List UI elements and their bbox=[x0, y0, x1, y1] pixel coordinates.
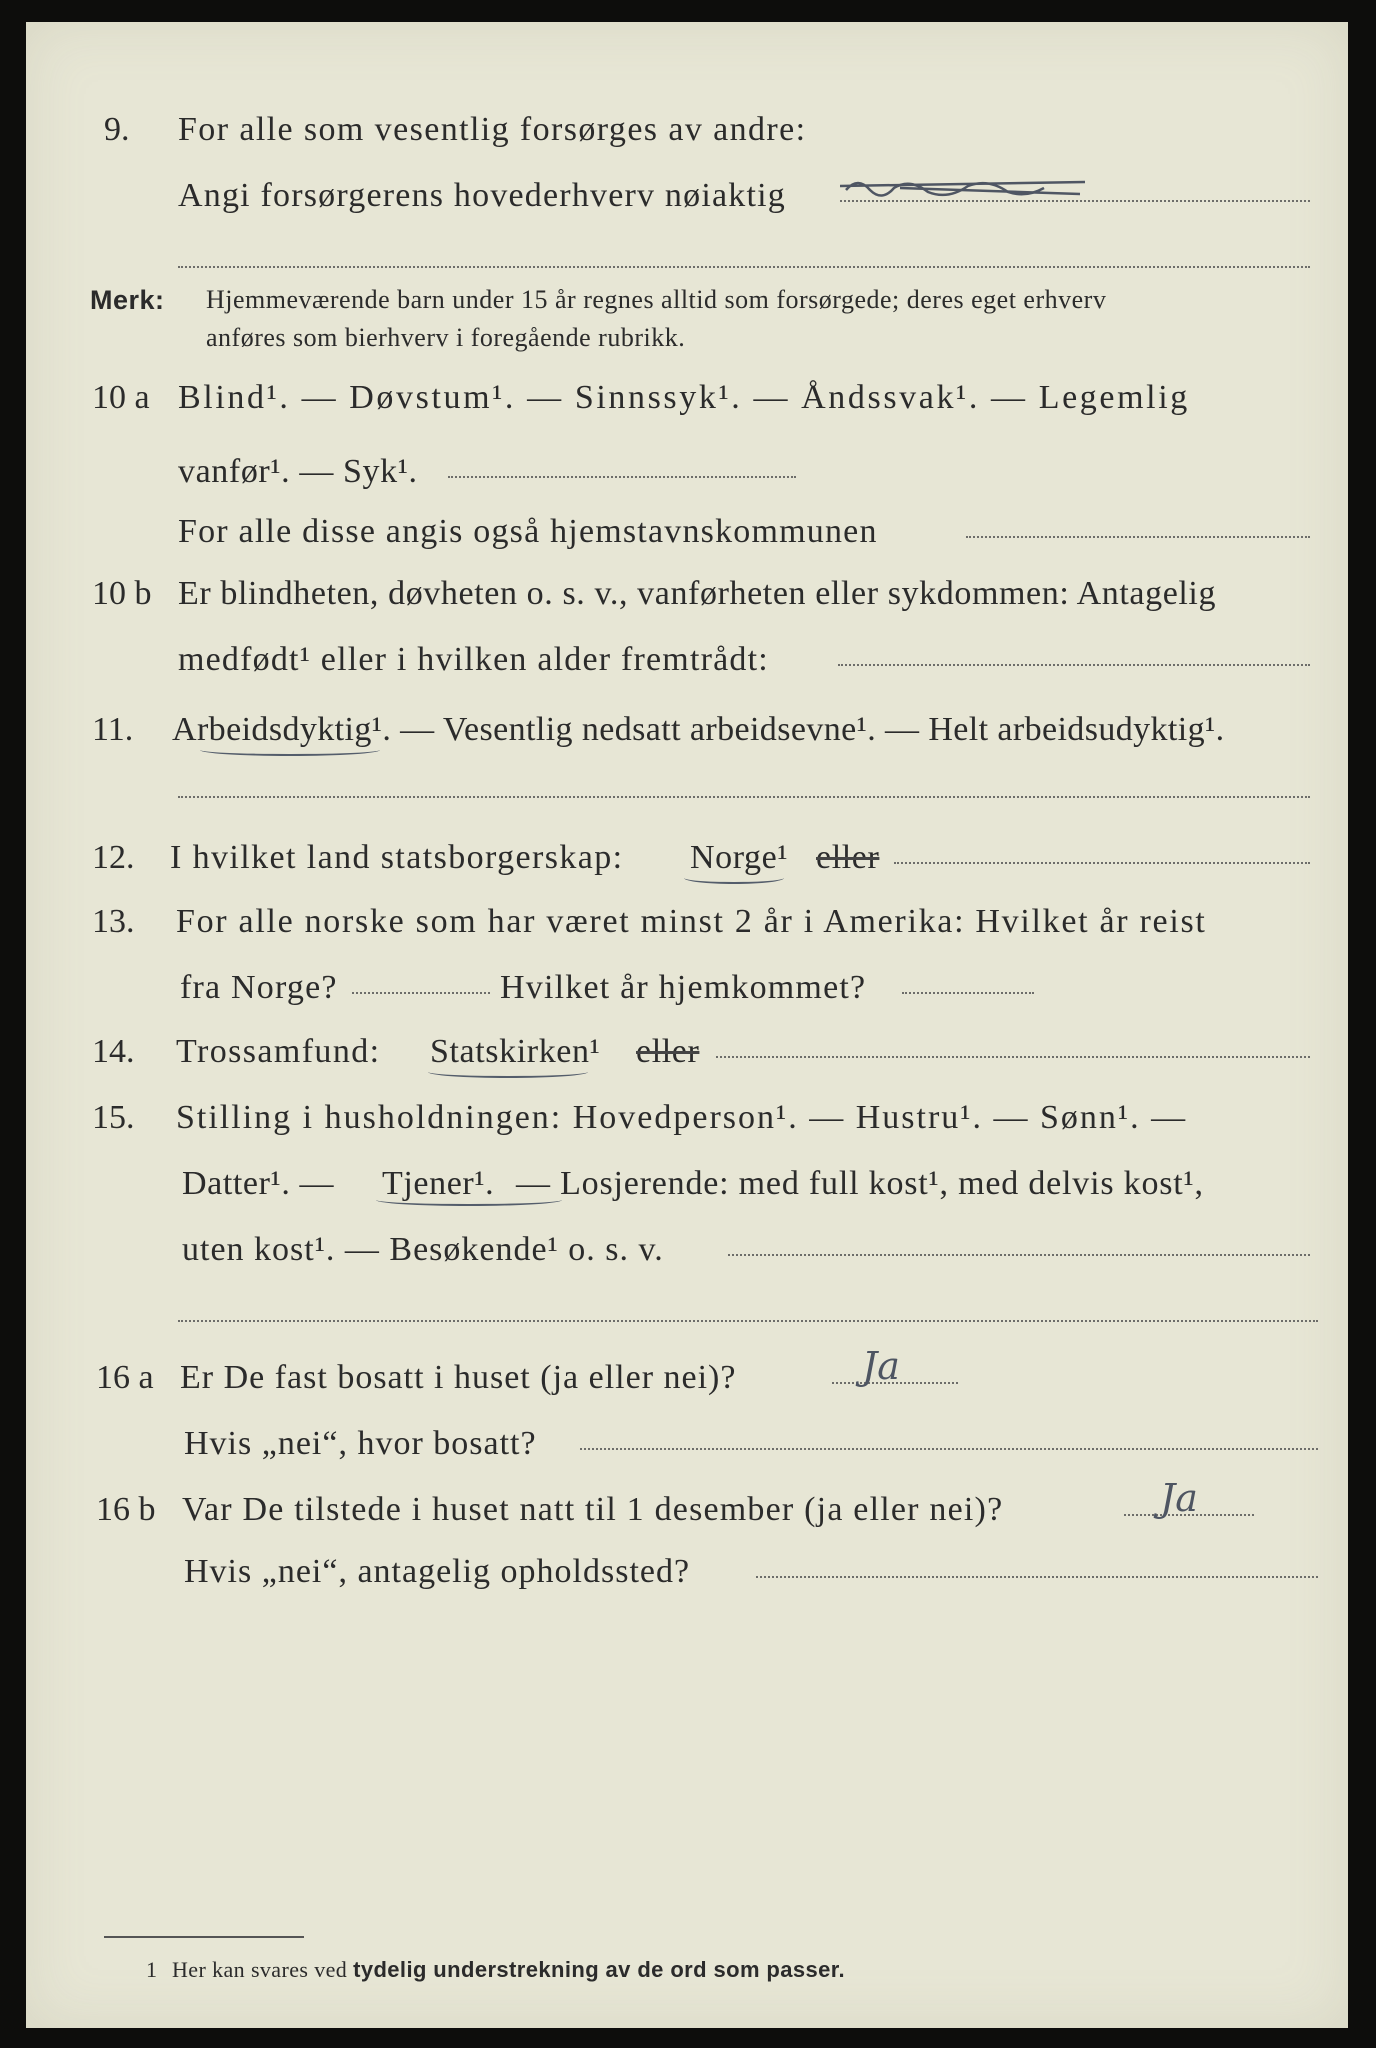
q16b-handwritten-answer: Ja bbox=[1160, 1476, 1198, 1520]
q14-text: Trossamfund: bbox=[176, 1033, 381, 1070]
q9-line2: Angi forsørgerens hovederhverv nøiaktig bbox=[178, 177, 786, 214]
q10a-line3: For alle disse angis også hjemstavnskommunen bbox=[178, 513, 878, 550]
q10a-line2: vanfør¹. — Syk¹. bbox=[178, 453, 418, 490]
q12-norge: Norge¹ bbox=[690, 839, 789, 876]
q11-underline-mark bbox=[200, 744, 380, 756]
footnote-bold-text: tydelig understrekning av de ord som passer. bbox=[353, 1957, 846, 1982]
q13-line2a: fra Norge? bbox=[180, 969, 338, 1006]
q14-number: 14. bbox=[92, 1033, 135, 1070]
q10a-line2-fill bbox=[448, 476, 796, 478]
q10b-line2: medfødt¹ eller i hvilken alder fremtrådt: bbox=[178, 641, 769, 678]
q12-text: I hvilket land statsborgerskap: bbox=[170, 839, 624, 876]
q13-year-right-fill bbox=[902, 992, 1034, 994]
q16a-line2-fill bbox=[580, 1448, 1318, 1450]
q16a-line1: Er De fast bosatt i huset (ja eller nei)? bbox=[180, 1359, 737, 1396]
q16b-number: 16 b bbox=[96, 1491, 156, 1528]
q12-underline-mark bbox=[684, 872, 784, 884]
q16a-handwritten-answer: Ja bbox=[862, 1344, 900, 1388]
q13-line1: For alle norske som har været minst 2 år i Amerika: Hvilket år reist bbox=[176, 903, 1207, 940]
q12-number: 12. bbox=[92, 839, 135, 876]
q15-tjener: Tjener¹. bbox=[382, 1165, 495, 1202]
q9-struck-handwriting bbox=[840, 168, 1090, 208]
q15-line2c: — Losjerende: med full kost¹, med delvis kost¹, bbox=[516, 1165, 1204, 1202]
q14-statskirken: Statskirken¹ bbox=[430, 1033, 601, 1070]
q12-eller-struck: eller bbox=[816, 839, 880, 876]
q15-line3-fill bbox=[728, 1254, 1310, 1256]
q9-line1: For alle som vesentlig forsørges av andre: bbox=[178, 111, 807, 148]
q10b-line1: Er blindheten, døvheten o. s. v., vanførheten eller sykdommen: Antagelig bbox=[178, 575, 1217, 612]
q12-fill bbox=[894, 862, 1310, 864]
q15-second-line bbox=[178, 1320, 1318, 1322]
q15-number: 15. bbox=[92, 1099, 135, 1136]
footnote-mark: 1 bbox=[146, 1957, 158, 1982]
q16b-line2-fill bbox=[756, 1576, 1318, 1578]
q10a-line3-fill bbox=[966, 536, 1310, 538]
footnote-divider bbox=[104, 1936, 304, 1938]
q15-line1: Stilling i husholdningen: Hovedperson¹. — Hustru¹. — Sønn¹. — bbox=[176, 1099, 1188, 1136]
q9-second-line bbox=[178, 266, 1310, 268]
q10b-line2-fill bbox=[838, 664, 1310, 666]
q11-number: 11. bbox=[92, 711, 134, 748]
q16a-line2: Hvis „nei“, hvor bosatt? bbox=[184, 1425, 537, 1462]
struck-out-scribble-icon bbox=[840, 168, 1090, 208]
merk-label: Merk: bbox=[90, 285, 165, 315]
q15-line2a: Datter¹. — bbox=[182, 1165, 335, 1202]
q10a-line1: Blind¹. — Døvstum¹. — Sinnssyk¹. — Åndssvak¹. — Legemlig bbox=[178, 379, 1190, 416]
q16b-line1: Var De tilstede i huset natt til 1 desember (ja eller nei)? bbox=[182, 1491, 1004, 1528]
q13-number: 13. bbox=[92, 903, 135, 940]
q16b-line2: Hvis „nei“, antagelig opholdssted? bbox=[184, 1553, 691, 1590]
merk-line1: Hjemmeværende barn under 15 år regnes alltid som forsørgede; deres eget erhverv bbox=[206, 285, 1107, 314]
q13-year-left-fill bbox=[352, 992, 490, 994]
q14-fill bbox=[716, 1056, 1310, 1058]
q13-line2b: Hvilket år hjemkommet? bbox=[500, 969, 867, 1006]
q11-second-line bbox=[178, 796, 1310, 798]
q15-line3: uten kost¹. — Besøkende¹ o. s. v. bbox=[182, 1231, 664, 1268]
merk-line2: anføres som bierhverv i foregående rubrikk. bbox=[206, 323, 686, 352]
q10a-number: 10 a bbox=[92, 379, 150, 416]
q14-underline-mark bbox=[428, 1066, 588, 1078]
footnote-plain-text: Her kan svares ved bbox=[172, 1957, 348, 1982]
q11-line1: Arbeidsdyktig¹. — Vesentlig nedsatt arbeidsevne¹. — Helt arbeidsudyktig¹. bbox=[172, 711, 1225, 748]
q16a-number: 16 a bbox=[96, 1359, 154, 1396]
footnote bbox=[172, 1950, 845, 1990]
q9-number: 9. bbox=[104, 111, 130, 148]
q10b-number: 10 b bbox=[92, 575, 152, 612]
q14-eller-struck: eller bbox=[636, 1033, 700, 1070]
